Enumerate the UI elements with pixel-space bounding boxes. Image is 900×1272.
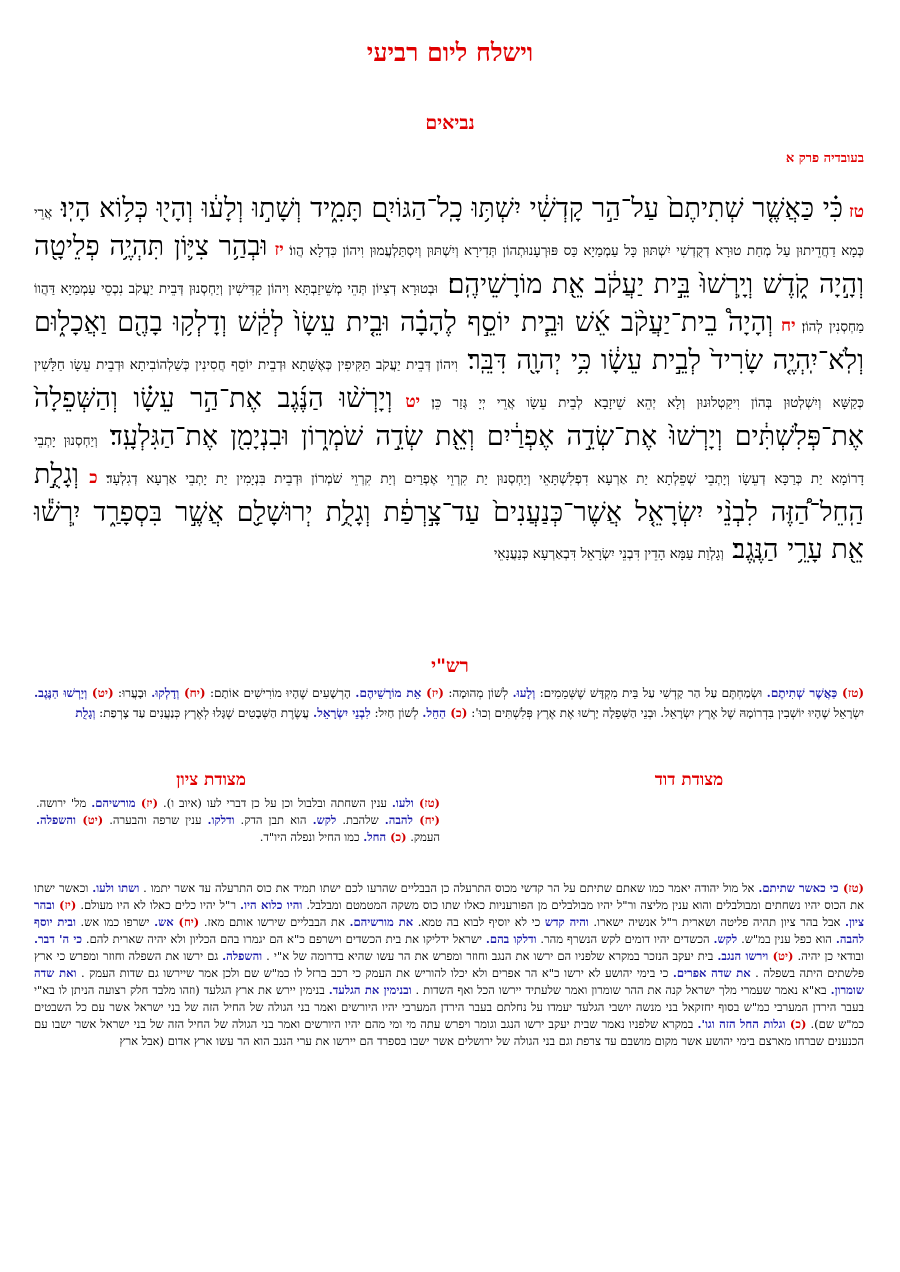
verse-number: יז [267, 240, 284, 260]
dibbur-hamatchil: וְדָלְקוּ. [151, 686, 180, 700]
dibbur-hamatchil: וְיָרְשׁוּ הַנֶּגֶב. [34, 686, 88, 700]
commentary-text: ובודאי כן יהיה. [793, 949, 864, 963]
targum-text: וְגָלְוַת עַמָּא הָדֵין דִּבְנֵי יִשְׂרָאֵל דִּבְאַרְעָא כְּנַעֲנָאֵי [493, 546, 724, 562]
commentary-text: הכשדים יהיו דומים לקש הנשרף מהר. [536, 932, 714, 946]
verse-text: וְהָיָה֩ בֵית־יַעֲקֹ֨ב אֵ֜שׁ וּבֵ֧ית יוֹסֵ֣ף לֶהָבָ֗ה וּבֵ֤ית עֵשָׂו֙ לְקַ֔שׁ וְדָלְק֥וּ בָהֶ֖ם וַאֲכָל֑וּם וְלֹֽא־יִֽהְיֶ֤ה שָׂרִיד֙ לְבֵ֣ית עֵשָׂ֔ו כִּ֥י יְהוָ֖ה דִּבֵּֽר׃ [34, 307, 864, 376]
dibbur-hamatchil: וְלָעוּ. [512, 686, 536, 700]
verse-ref: (יח) [412, 813, 440, 827]
rashi-heading: רש"י [431, 655, 469, 677]
commentary-text: וכאשר ישתו את הכוס יהיו נשחתים ומבולבלים והוא ענין מליצה ור"ל יהיו מבולבלים מן הפורעניות כאלו שתו כוס משקה המטמטם ומבלבל. [34, 881, 864, 912]
commentary-text: העמק. [406, 830, 440, 844]
verse-text: וּבְהַ֥ר צִיּ֛וֹן תִּהְיֶ֥ה פְלֵיטָ֖ה וְהָ֣יָה קֹ֑דֶשׁ וְיָֽרְשׁוּ֙ בֵּ֣ית יַעֲקֹ֔ב אֵ֖ת מוֹרָשֵׁיהֶֽם׃ [34, 231, 864, 300]
dibbur-hamatchil: ודלקו. [207, 813, 235, 827]
dibbur-hamatchil: כי ה' דבר. [34, 932, 83, 946]
commentary-text: אבל בהר ציון תהיה פליטה ושארית ר"ל אנשיה ישארו. [588, 915, 846, 929]
dibbur-hamatchil: ודלקו בהם. [485, 932, 537, 946]
commentary-text: הָרְשָׁעִים שֶׁהָיוּ מוֹרִישִׁים אוֹתָם: [205, 686, 356, 700]
verse-ref: (כ) [386, 830, 407, 844]
commentary-text: במקרא שלפניו נאמר שבית יעקב ירשו הנגב וגומר ויפרש עתה מי ומי מהם יהיו היורשים ואמר בני הגולה של החיל הזה של בני ישראל אשר ישבו עם הכנענים שברחו מארצם בימי יהושע אשר מקום מושבם עד צרפת וגם בני הגולה של ירושלים אשר ישבו בספרד הם יירשו את ערי הנגב הוא הר עשו ארץ אדום (אבל ארץ [34, 1017, 864, 1048]
commentary-text: וּשְׂמַחְתֶּם עַל הַר קָדְשִׁי עַל בֵּית מִקְדָּשׁ שֶׁשְּׁמֵמִים: [535, 686, 767, 700]
commentary-text: אל מול יהודה יאמר כמו שאתם שתיתם על הר קדשי מכוס התרעלה כן הבבליים שהרעו לכם ישתו תמיד את כוס התרעלה עד אשר יתמו . [139, 881, 759, 895]
commentary-text: ישרפו כמו אש. [75, 915, 155, 929]
dibbur-hamatchil: את מורשיהם. [349, 915, 414, 929]
commentary-text: לְשׁוֹן מְהוּמָה: [443, 686, 513, 700]
dibbur-hamatchil: אֵת מוֹרָשֵׁיהֶם. [355, 686, 422, 700]
dibbur-hamatchil: והיו כלוא היו. [240, 898, 303, 912]
metzudat-zion-commentary [36, 795, 440, 846]
commentary-text: כי לא יוסיף לבוא בה טמא. [413, 915, 545, 929]
commentary-text: כי בימי יהושע לא ירשו כ"א הר אפרים ולא יכלו להוריש את העמק כי רכב ברזל לו כמ"ש שם ולכן אמר שיירשו גם שדות העמק . [76, 966, 673, 980]
verse-ref: (יח) [173, 915, 200, 929]
verse-number: כ [78, 468, 98, 488]
commentary-text: הוא תבן הדק. [234, 813, 313, 827]
commentary-text: בית יעקב הנזכר במקרא שלפניו הם ירשו את הנגב וחוזר ומפרש את הר עשו שהיא בדרומה של א"י . [262, 949, 718, 963]
dibbur-hamatchil: את שדה אפרים. [672, 966, 751, 980]
verse-number: טז [842, 202, 864, 222]
dibbur-hamatchil: וְגָלֻת [75, 706, 96, 720]
commentary-text: וּבָעֲרוּ: [113, 686, 152, 700]
commentary-text: לְשׁוֹן חַיִל: [370, 706, 423, 720]
commentary-text: כמו החיל ונפלה היו"ד. [259, 830, 364, 844]
metzudat-david-heading: מצודת דוד [654, 770, 724, 790]
chapter-title: בעובדיה פרק א [785, 151, 864, 166]
verse-ref: (טז) [838, 881, 864, 895]
metzudat-zion-heading: מצודת ציון [176, 770, 246, 790]
verse-ref: (כ) [446, 706, 468, 720]
commentary-text: בא"א נאמר שעמרי מלך ישראל קנה את ההר שומרון ואמר שלעתיד יירשו הכל ואף השדות . [411, 983, 831, 997]
dibbur-hamatchil: להבה. [384, 813, 413, 827]
targum-text: אֲרֵי כְּמָא דַחֲדֵיתוּן עַל מְחַת טוּרָא דְקֻדְשִׁי יִשְׁתּוּן כָּל עַמְמַיָא כַּס פּוּרְעָנוּתְהוֹן תְּדִירָא וְיִשְׁתּוּן וְיִסְתַּלְעֲמוּן וִיהוֹן כִּדְלָא הֲווֹ׃ [34, 205, 864, 259]
verse-ref: (יט) [87, 686, 114, 700]
commentary-text: ענין שרפה והבערה. [103, 813, 208, 827]
verse-ref: (יז) [54, 898, 77, 912]
dibbur-hamatchil: ובהר ציון. [34, 898, 864, 929]
verse-ref: (יח) [179, 686, 206, 700]
metzudat-david-continued [34, 880, 864, 1050]
dibbur-hamatchil: והיה קדש [544, 915, 589, 929]
commentary-text: שלהבת. [336, 813, 385, 827]
dibbur-hamatchil: ושתו ולעו. [92, 881, 140, 895]
dibbur-hamatchil: מורשיהם. [91, 796, 136, 810]
commentary-text: הוא כפל ענין במ"ש. [737, 932, 836, 946]
dibbur-hamatchil: הַחֵל. [422, 706, 447, 720]
page-title: וישלח ליום רביעי [366, 38, 534, 67]
verse-ref: (טז) [413, 796, 440, 810]
verse-ref: (טז) [837, 686, 864, 700]
commentary-text: ישראל ידליקו את בית הכשדים וישרפם כ"א הם יגמרו בהם הכליון ולא יהיה שארית להם. [82, 932, 486, 946]
targum-text: וּבְטוּרָא דְצִיוֹן תְּהֵי מְשֵׁיזַבְתָּא וִיהוֹן קַדִּישִׁין וְיַחְסְנוּן דְּבֵית יַעֲקֹב נִכְסֵי עַמְמַיָא דַּהֲווֹ מַחְסְנִין לְהוֹן׃ [34, 281, 864, 335]
commentary-text: גם ירשו את השפלה וחוזר ומפרש כי ארץ פלשתים היתה בשפלה . [34, 949, 864, 980]
dibbur-hamatchil: כי כאשר שתיתם. [758, 881, 839, 895]
section-title: נביאים [425, 112, 475, 134]
targum-text: וִיהוֹן דְּבֵית יַעֲקֹב תַּקִּיפִין כְּאֶשָּׁתָא וּדְבֵית יוֹסֵף חֲסִינִין כְּשַׁלְהוֹבִיתָא וּדְבֵית עֵשָׂו חַלָּשִׁין כְּקַשָּׁא וְיִשְׁלְטוּן בְּהוֹן וִיקַטְלוּנוּן וְלָא יְהֵא שֵׁיזָבָא לְבֵית עֵשָׂו אֲרֵי יְיָ גְּזַר כֵּן׃ [34, 357, 864, 411]
dibbur-hamatchil: לקש. [312, 813, 337, 827]
commentary-text: את הבבליים שירשו אותם מאז. [199, 915, 350, 929]
rashi-commentary [34, 683, 864, 723]
dibbur-hamatchil: ובנימין את הגלעד. [328, 983, 412, 997]
verse-ref: (כ) [785, 1017, 807, 1031]
dibbur-hamatchil: והשפלה. [222, 949, 263, 963]
dibbur-hamatchil: אש. [154, 915, 174, 929]
verse-number: יט [392, 392, 421, 412]
verse-ref: (יט) [768, 949, 794, 963]
commentary-text: בנימין יירש את ארץ הגלעד (וזהו מלבד חלק רצועה הניתן לו בא"י בעבר הירדן המערבי כמ"ש בסוף יחזקאל בני מנשה יושבי הגלעד יעמדו על נחלתם בעבר הירדן המערבי יהיו היורשים ואמר בני הגולה של החיל הזה של בני ישראל אשר עם כל השבטים כמ"ש שם). [34, 983, 864, 1031]
verse-ref: (יט) [75, 813, 104, 827]
dibbur-hamatchil: והשפלה. [36, 813, 76, 827]
dibbur-hamatchil: ולעו. [391, 796, 414, 810]
dibbur-hamatchil: לקש. [713, 932, 738, 946]
commentary-text: ר"ל יהיו כלים כאלו לא היו מעולם. [76, 898, 241, 912]
commentary-text: יִשְׂרָאֵל שֶׁהָיוּ יוֹשְׁבִין בִּדְרוֹמָהּ שֶׁל אֶרֶץ יִשְׂרָאֵל. וּבְנֵי הַשְּׁפֵלָה יָרְשׁוּ אֶת אֶרֶץ פְּלִשְׁתִּים וְכוּ': [467, 706, 864, 720]
verse-ref: (יז) [421, 686, 444, 700]
commentary-text: מל' ירושה. [36, 796, 92, 810]
dibbur-hamatchil: וירשו הנגב. [717, 949, 769, 963]
dibbur-hamatchil: ובית יוסף להבה. [34, 915, 864, 946]
dibbur-hamatchil: כַּאֲשֶׁר שְׁתִיתֶם. [766, 686, 838, 700]
dibbur-hamatchil: ואת שדה שומרון. [34, 966, 864, 997]
verse-text: כִּ֗י כַּאֲשֶׁ֤ר שְׁתִיתֶם֙ עַל־הַ֣ר קָדְשִׁ֔י יִשְׁתּ֥וּ כָֽל־הַגּוֹיִ֖ם תָּמִ֑יד וְשָׁת֣וּ וְלָע֔וּ וְהָי֖וּ כְּל֥וֹא הָיֽוּ׃ [52, 193, 843, 224]
verse-ref: (יז) [135, 796, 159, 810]
verses-block [34, 192, 864, 571]
dibbur-hamatchil: וגלות החל הזה וגו'. [697, 1017, 786, 1031]
verse-number: יח [773, 316, 796, 336]
commentary-text: עֲשֶׂרֶת הַשְּׁבָטִים שֶׁגָּלוּ לְאֶרֶץ כְּנַעֲנִים עַד צָרְפַת: [95, 706, 314, 720]
verse-text: וְגָלֻ֣ת הַֽחֵל־הַ֠זֶּה לִבְנֵ֨י יִשְׂרָאֵ֤ל אֲשֶׁר־כְּנַעֲנִים֙ עַד־צָ֣רְפַ֔ת וְגָלֻ֥ת יְרוּשָׁלִַ֖ם אֲשֶׁ֣ר בִּסְפָרַ֑ד יִֽרְשׁ֕וּ אֵ֖ת עָרֵ֥י הַנֶּֽגֶב׃ [34, 459, 864, 565]
dibbur-hamatchil: החל. [363, 830, 387, 844]
commentary-text: ענין השחתה ובלבול וכן על כן דברי לעו (איוב ו). [158, 796, 392, 810]
targum-text: וְיַחְסְנוּן יָתְבֵי דָרוֹמָא יַת כְּרַכָּא דְעֵשָׂו וְיָתְבֵי שְׁפֵלְתָא יַת אַרְעָא דִפְלִשְׁתָּאֵי וְיַחְסְנוּן יַת קִרְוֵי אֶפְרַיִם וְיַת קִרְוֵי שֹׁמְרוֹן וּדְבֵית בִּנְיָמִין יַת יָתְבֵי אַרְעָא דְגִלְעָד׃ [34, 433, 864, 487]
verse-text: וְיָרְשׁ֨וּ הַנֶּ֜גֶב אֶת־הַ֣ר עֵשָׂ֗ו וְהַשְּׁפֵלָה֙ אֶת־פְּלִשְׁתִּ֔ים וְיָרְשׁוּ֙ אֶת־שְׂדֵ֣ה אֶפְרַ֔יִם וְאֵ֖ת שְׂדֵ֣ה שֹׁמְר֑וֹן וּבִנְיָמִ֖ן אֶת־הַגִּלְעָֽד׃ [34, 383, 864, 452]
dibbur-hamatchil: לִבְנֵי יִשְׂרָאֵל. [313, 706, 371, 720]
